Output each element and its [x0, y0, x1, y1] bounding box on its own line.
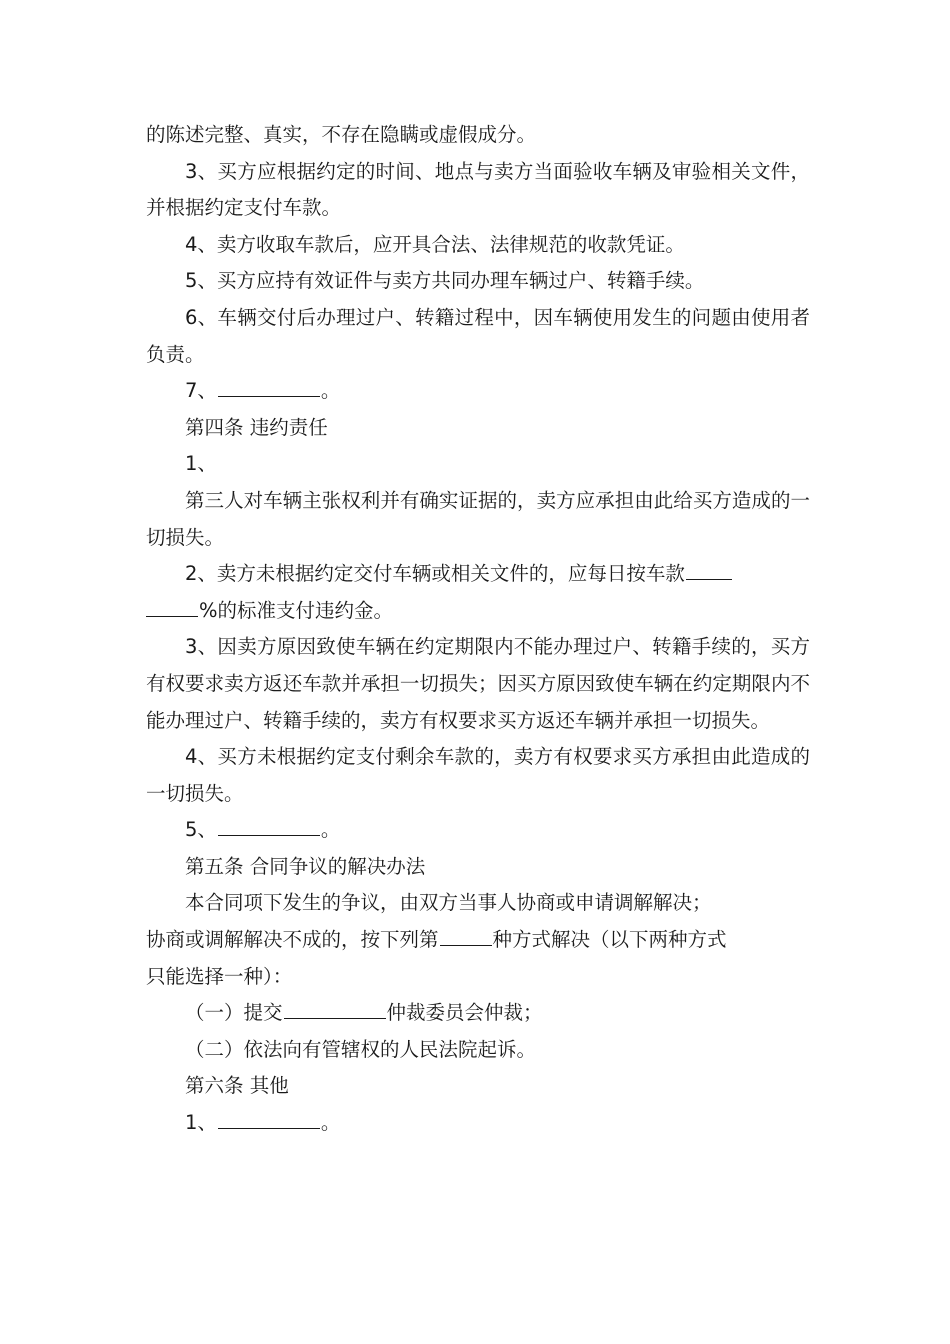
clause-transfer-procedure: 5、买方应持有效证件与卖方共同办理车辆过户、转籍手续。 [185, 269, 705, 293]
option-text: （一）提交 [185, 1001, 283, 1025]
clause-number: 1、 [185, 1111, 217, 1135]
clause-text: 2、卖方未根据约定交付车辆或相关文件的，应每日按车款 [185, 562, 685, 586]
clause-buyer-inspection: 3、买方应根据约定的时间、地点与卖方当面验收车辆及审验相关文件，并根据约定支付车款。 [146, 159, 810, 220]
contract-body [146, 117, 810, 1142]
fill-in-blank [284, 999, 386, 1020]
clause-blank-5 [146, 812, 810, 849]
clause-remaining-payment: 4、买方未根据约定支付剩余车款的，卖方有权要求买方承担由此造成的一切损失。 [146, 745, 810, 805]
clause-user-responsibility: 6、车辆交付后办理过户、转籍过程中，因车辆使用发生的问题由使用者负责。 [146, 305, 810, 366]
clause-text: 协商或调解解决不成的，按下列第 [146, 928, 439, 952]
fill-in-blank [146, 596, 198, 617]
clause-late-delivery-penalty [146, 556, 810, 629]
fill-in-blank [440, 926, 492, 947]
article-heading-breach: 第四条 违约责任 [185, 415, 328, 439]
clause-blank-other-1 [146, 1105, 810, 1142]
clause-number-1: 1、 [185, 452, 217, 476]
fill-in-blank [686, 560, 732, 581]
fill-in-blank [218, 816, 320, 837]
option-litigation: （二）依法向有管辖权的人民法院起诉。 [185, 1037, 537, 1061]
article-heading-dispute: 第五条 合同争议的解决办法 [185, 854, 426, 878]
clause-end-mark: 。 [320, 379, 341, 403]
clause-end-mark: 。 [320, 1111, 341, 1135]
article-heading-other: 第六条 其他 [185, 1074, 289, 1098]
option-text: 仲裁委员会仲裁； [386, 1001, 543, 1025]
fill-in-blank [218, 1109, 320, 1130]
clause-third-party-claim: 第三人对车辆主张权利并有确实证据的，卖方应承担由此给买方造成的一切损失。 [146, 488, 810, 549]
clause-text: %的标准支付违约金。 [199, 598, 394, 622]
clause-number: 7、 [185, 379, 217, 403]
fill-in-blank [218, 377, 320, 398]
clause-text: 种方式解决（以下两种方式 [492, 928, 727, 952]
paragraph-statement-end: 的陈述完整、真实，不存在隐瞒或虚假成分。 [146, 123, 537, 146]
clause-seller-receipt: 4、卖方收取车款后，应开具合法、法律规范的收款凭证。 [185, 232, 685, 256]
clause-text: 本合同项下发生的争议，由双方当事人协商或申请调解解决； [185, 891, 712, 915]
clause-dispute-resolution [146, 885, 810, 995]
clause-transfer-failure: 3、因卖方原因致使车辆在约定期限内不能办理过户、转籍手续的，买方有权要求卖方返还车款并承担一切损失；因买方原因致使车辆在约定期限内不能办理过户、转籍手续的，卖方有权要求买方返还车辆并承担一切损失。 [146, 635, 810, 732]
clause-blank-7 [146, 373, 810, 410]
clause-text: 只能选择一种）： [146, 964, 293, 988]
clause-number: 5、 [185, 818, 217, 842]
option-arbitration [146, 995, 810, 1032]
clause-end-mark: 。 [320, 818, 341, 842]
